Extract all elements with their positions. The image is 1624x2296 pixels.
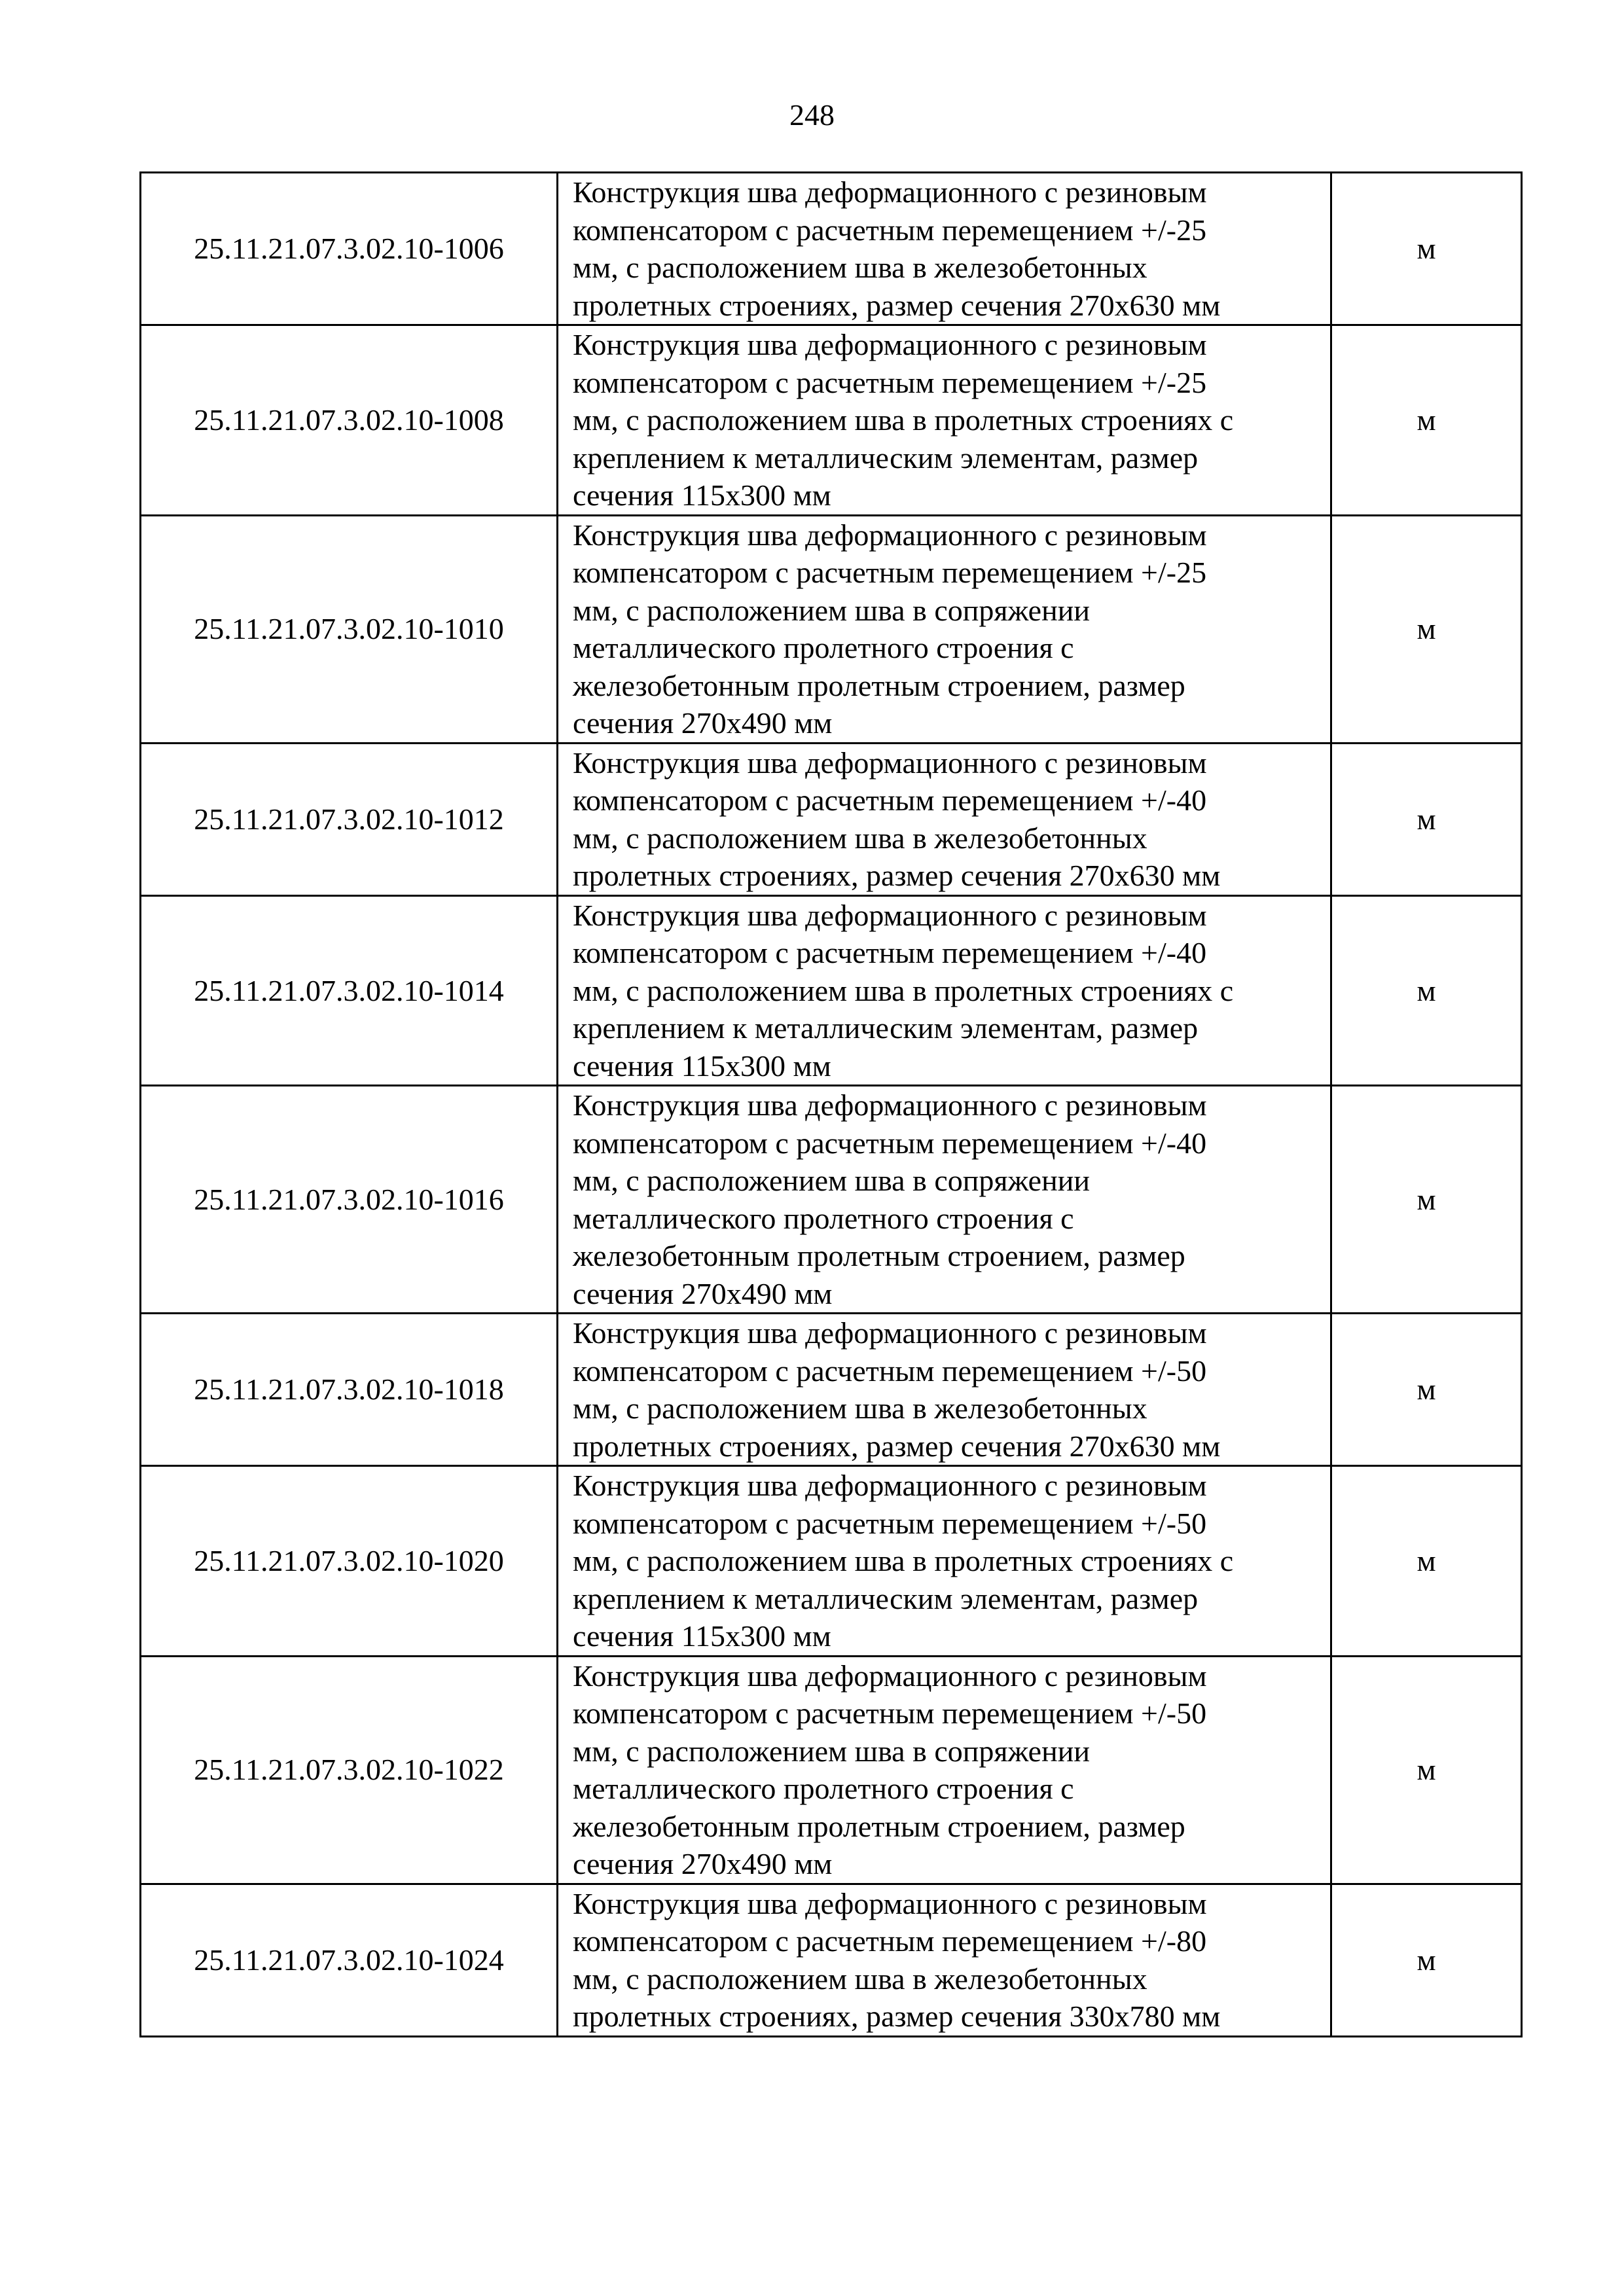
description-line: металлического пролетного строения с (573, 1772, 1074, 1805)
description-line: пролетных строениях, размер сечения 330х780 мм (573, 2000, 1221, 2033)
resource-description-cell (558, 1884, 1331, 2036)
description-line: сечения 270х490 мм (573, 706, 833, 740)
resource-table (139, 171, 1523, 2037)
description-line: мм, с расположением шва в сопряжении (573, 1164, 1090, 1197)
description-line: Конструкция шва деформационного с резиновым (573, 1469, 1207, 1502)
description-line: сечения 115х300 мм (573, 478, 831, 512)
page-number: 248 (789, 98, 835, 132)
resource-description-cell (558, 325, 1331, 516)
table-row (141, 895, 1522, 1086)
description-line: сечения 115х300 мм (573, 1619, 831, 1653)
resource-description-cell (558, 173, 1331, 325)
description-line: Конструкция шва деформационного с резиновым (573, 898, 1207, 932)
description-line: креплением к металлическим элементам, размер (573, 440, 1199, 475)
resource-code-cell: 25.11.21.07.3.02.10-1014 (141, 895, 558, 1086)
table-row (141, 1314, 1522, 1466)
resource-code-cell: 25.11.21.07.3.02.10-1010 (141, 515, 558, 743)
unit-cell: м (1331, 325, 1522, 516)
description-line: пролетных строениях, размер сечения 270х630 мм (573, 859, 1221, 892)
unit-cell: м (1331, 173, 1522, 325)
description-line: пролетных строениях, размер сечения 270х630 мм (573, 288, 1221, 322)
description-line: мм, с расположением шва в железобетонных (573, 251, 1147, 284)
description-line: сечения 270х490 мм (573, 1276, 833, 1310)
resource-description-cell (558, 1086, 1331, 1314)
unit-cell: м (1331, 743, 1522, 895)
table-row (141, 325, 1522, 516)
description-line: компенсатором с расчетным перемещением +/-80 (573, 1924, 1207, 1958)
description-line: железобетонным пролетным строением, размер (573, 668, 1185, 702)
description-line: креплением к металлическим элементам, размер (573, 1581, 1199, 1615)
description-line: Конструкция шва деформационного с резиновым (573, 1088, 1207, 1122)
description-line: металлического пролетного строения с (573, 631, 1074, 664)
description-line: металлического пролетного строения с (573, 1201, 1074, 1235)
unit-cell: м (1331, 1466, 1522, 1657)
resource-code-cell: 25.11.21.07.3.02.10-1012 (141, 743, 558, 895)
description-line: пролетных строениях, размер сечения 270х630 мм (573, 1429, 1221, 1463)
description-line: сечения 115х300 мм (573, 1049, 831, 1083)
description-line: креплением к металлическим элементам, размер (573, 1011, 1199, 1045)
description-line: железобетонным пролетным строением, размер (573, 1239, 1185, 1272)
description-line: компенсатором с расчетным перемещением +/-25 (573, 365, 1207, 399)
table-row (141, 1884, 1522, 2036)
table-row (141, 743, 1522, 895)
resource-description-cell (558, 743, 1331, 895)
description-line: компенсатором с расчетным перемещением +/-40 (573, 1126, 1207, 1160)
resource-code-cell: 25.11.21.07.3.02.10-1016 (141, 1086, 558, 1314)
description-line: Конструкция шва деформационного с резиновым (573, 518, 1207, 552)
description-line: Конструкция шва деформационного с резиновым (573, 328, 1207, 361)
description-line: компенсатором с расчетным перемещением +/-50 (573, 1354, 1207, 1388)
description-line: мм, с расположением шва в железобетонных (573, 1391, 1147, 1425)
resource-code-cell: 25.11.21.07.3.02.10-1008 (141, 325, 558, 516)
table-row (141, 1086, 1522, 1314)
unit-cell: м (1331, 1884, 1522, 2036)
resource-description-cell (558, 515, 1331, 743)
description-line: компенсатором с расчетным перемещением +/-40 (573, 783, 1207, 817)
resource-description-cell (558, 1656, 1331, 1884)
description-line: Конструкция шва деформационного с резиновым (573, 175, 1207, 209)
description-line: мм, с расположением шва в железобетонных (573, 1962, 1147, 1996)
description-line: компенсатором с расчетным перемещением +/-25 (573, 213, 1207, 247)
description-line: компенсатором с расчетным перемещением +/-40 (573, 936, 1207, 969)
unit-cell: м (1331, 515, 1522, 743)
resource-code-cell: 25.11.21.07.3.02.10-1018 (141, 1314, 558, 1466)
description-line: компенсатором с расчетным перемещением +/-50 (573, 1696, 1207, 1730)
description-line: мм, с расположением шва в сопряжении (573, 593, 1090, 627)
description-line: железобетонным пролетным строением, размер (573, 1809, 1185, 1843)
description-line: Конструкция шва деформационного с резиновым (573, 1886, 1207, 1920)
table-row (141, 173, 1522, 325)
unit-cell: м (1331, 895, 1522, 1086)
resource-code-cell: 25.11.21.07.3.02.10-1022 (141, 1656, 558, 1884)
resource-description-cell (558, 1466, 1331, 1657)
table-row (141, 515, 1522, 743)
description-line: Конструкция шва деформационного с резиновым (573, 1316, 1207, 1350)
description-line: Конструкция шва деформационного с резиновым (573, 745, 1207, 780)
table-body (141, 173, 1522, 2037)
description-line: мм, с расположением шва в пролетных строениях с (573, 403, 1234, 437)
description-line: мм, с расположением шва в пролетных строениях с (573, 973, 1234, 1007)
description-line: сечения 270х490 мм (573, 1847, 833, 1880)
description-line: компенсатором с расчетным перемещением +/-25 (573, 556, 1207, 589)
resource-description-cell (558, 895, 1331, 1086)
unit-cell: м (1331, 1314, 1522, 1466)
unit-cell: м (1331, 1086, 1522, 1314)
resource-code-cell: 25.11.21.07.3.02.10-1006 (141, 173, 558, 325)
resource-code-cell: 25.11.21.07.3.02.10-1020 (141, 1466, 558, 1657)
description-line: мм, с расположением шва в сопряжении (573, 1734, 1090, 1768)
resource-code-cell: 25.11.21.07.3.02.10-1024 (141, 1884, 558, 2036)
description-line: мм, с расположением шва в пролетных строениях с (573, 1544, 1234, 1577)
table-row (141, 1656, 1522, 1884)
unit-cell: м (1331, 1656, 1522, 1884)
description-line: мм, с расположением шва в железобетонных (573, 821, 1147, 855)
table-row (141, 1466, 1522, 1657)
resource-description-cell (558, 1314, 1331, 1466)
description-line: Конструкция шва деформационного с резиновым (573, 1659, 1207, 1693)
description-line: компенсатором с расчетным перемещением +/-50 (573, 1506, 1207, 1540)
